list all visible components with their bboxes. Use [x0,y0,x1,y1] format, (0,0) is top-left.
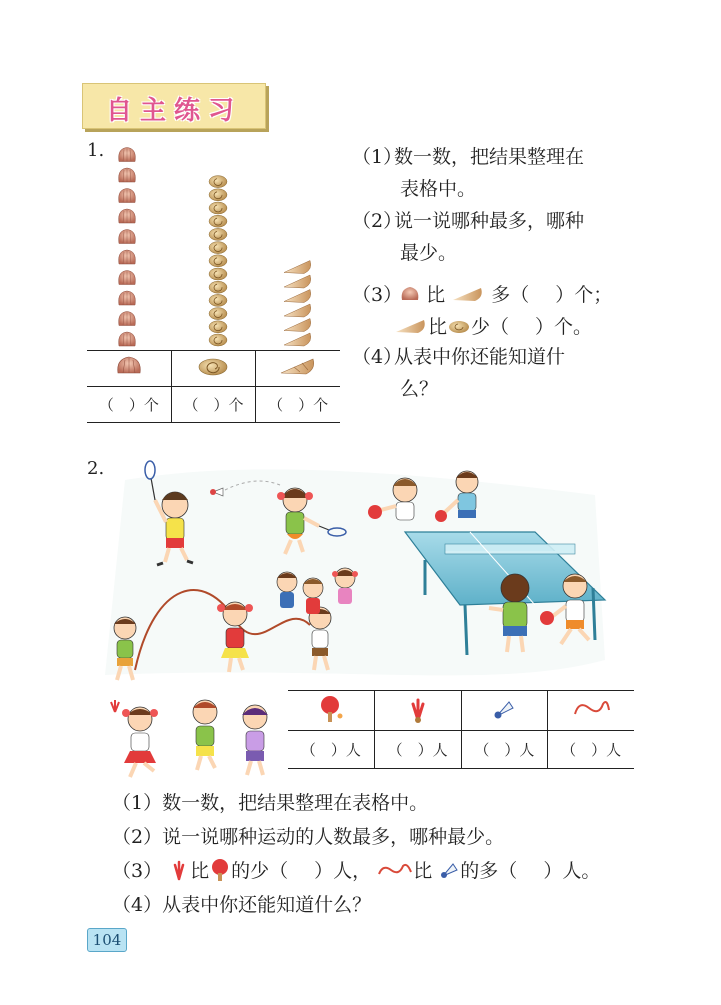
ex2-q3-less: 的少（ [231,860,289,882]
ex2-question-3 [112,855,600,887]
table-header-jianzi [374,691,461,731]
ping-pong-paddle-icon [209,858,231,882]
jianzi-icon [403,694,433,724]
exercise-1-number: 1. [87,140,105,161]
table-cell-snail-count[interactable]: （ ）个 [171,387,256,423]
conch-icon [451,286,485,304]
ex1-question-3 [352,279,672,343]
snail-shell [209,321,227,333]
sports-table [288,690,634,769]
snail-shell [209,308,227,320]
q1-text-cont: 表格中。 [400,178,477,200]
scallop-icon [400,286,420,304]
exercise-2-number: 2. [87,458,105,479]
snail-shell [209,268,227,280]
snail-shell [209,334,227,346]
shuttlecock-icon [438,859,460,881]
table-cell-ping-pong-count[interactable]: （ ）人 [288,731,374,769]
q3-tag: （3） [352,284,403,306]
table-cell-jump-rope-count[interactable]: （ ）人 [548,731,634,769]
page-number: 104 [87,928,127,952]
q1-text: 数一数，把结果整理在 [394,146,585,168]
ex2-question-2: （2）说一说哪种运动的人数最多，哪种最少。 [112,826,505,848]
snail-column [209,176,227,346]
jump-rope-icon [571,694,611,724]
scallop-shell [119,209,136,223]
ex1-question-2 [352,205,652,269]
table-header-scallop [87,351,171,387]
ex2-q3-compare-2: 比 [413,860,433,882]
table-cell-badminton-count[interactable]: （ ）人 [461,731,548,769]
conch-icon [394,318,428,336]
scallop-shell [119,189,136,203]
q3-compare-word-2: 比 [428,316,448,338]
scallop-shell [119,271,136,285]
snail-shell [209,228,227,240]
snail-shell [209,189,227,201]
ex2-q3-compare: 比 [190,860,210,882]
snail-shell-icon [196,356,230,378]
q4-text: 从表中你还能知道什 [394,346,566,368]
section-title: 自主练习 [105,96,242,126]
scallop-shell [119,230,136,244]
ex2-q3-unit: ）人， [314,860,372,882]
ping-pong-paddle-icon [316,694,346,724]
conch-column [284,261,311,347]
table-header-jump-rope [548,691,634,731]
conch-shell [284,290,311,303]
jump-rope-icon [377,860,413,880]
q3-compare-word: 比 [426,284,446,306]
table-cell-jianzi-count[interactable]: （ ）人 [374,731,461,769]
snail-shell [209,202,227,214]
table-header-ping-pong [288,691,374,731]
scallop-shell [119,168,136,182]
shell-table [87,350,340,423]
kick-shuttle-girl [122,707,158,777]
conch-shell [284,261,311,274]
ex2-q3-more: 的多（ [460,860,518,882]
snail-shell [209,281,227,293]
table-cell-scallop-count[interactable]: （ ）个 [87,387,171,423]
jianzi-icon [168,859,190,881]
scallop-shell [119,250,136,264]
table-header-conch [256,351,340,387]
scallop-shell [119,148,136,162]
table-header-badminton [461,691,548,731]
q4-text-cont: 么？ [400,378,439,400]
table-header-snail [171,351,256,387]
ex2-question-1: （1）数一数，把结果整理在表格中。 [112,792,429,814]
ex2-question-4: （4）从表中你还能知道什么？ [112,894,372,916]
scallop-shell [119,291,136,305]
q3-unit: ）个； [555,284,613,306]
ex1-question-1 [352,141,652,205]
conch-shell [284,275,311,288]
q3-unit-2: ）个。 [535,316,593,338]
ex2-q3-unit-2: ）人。 [543,860,601,882]
scallop-shell [119,312,136,326]
snail-shell [209,215,227,227]
q4-tag: （4） [352,346,403,368]
conch-shell [284,304,311,317]
snail-shell [209,242,227,254]
kick-shuttle-girl-2 [242,705,268,775]
shuttlecock-icon [489,694,519,724]
q2-tag: （2） [352,210,403,232]
snail-shell-icon [447,318,471,336]
snail-shell [209,176,227,188]
conch-icon [278,356,318,378]
scallop-icon [114,356,144,378]
scallop-shell [119,332,136,346]
table-cell-conch-count[interactable]: （ ）个 [256,387,340,423]
q3-more-text: 多（ [491,284,530,306]
ex2-q3-tag: （3） [112,860,163,882]
scallop-column [119,148,136,347]
section-banner [82,83,266,129]
conch-shell [284,333,311,346]
snail-shell [209,255,227,267]
ex1-question-4 [352,341,652,405]
snail-shell [209,294,227,306]
jianzi [111,700,119,712]
q3-less-text: 少（ [471,316,510,338]
q2-text: 说一说哪种最多，哪种 [394,210,585,232]
q2-text-cont: 最少。 [400,242,458,264]
q1-tag: （1） [352,146,403,168]
kick-shuttle-boy [193,700,217,770]
conch-shell [284,319,311,332]
